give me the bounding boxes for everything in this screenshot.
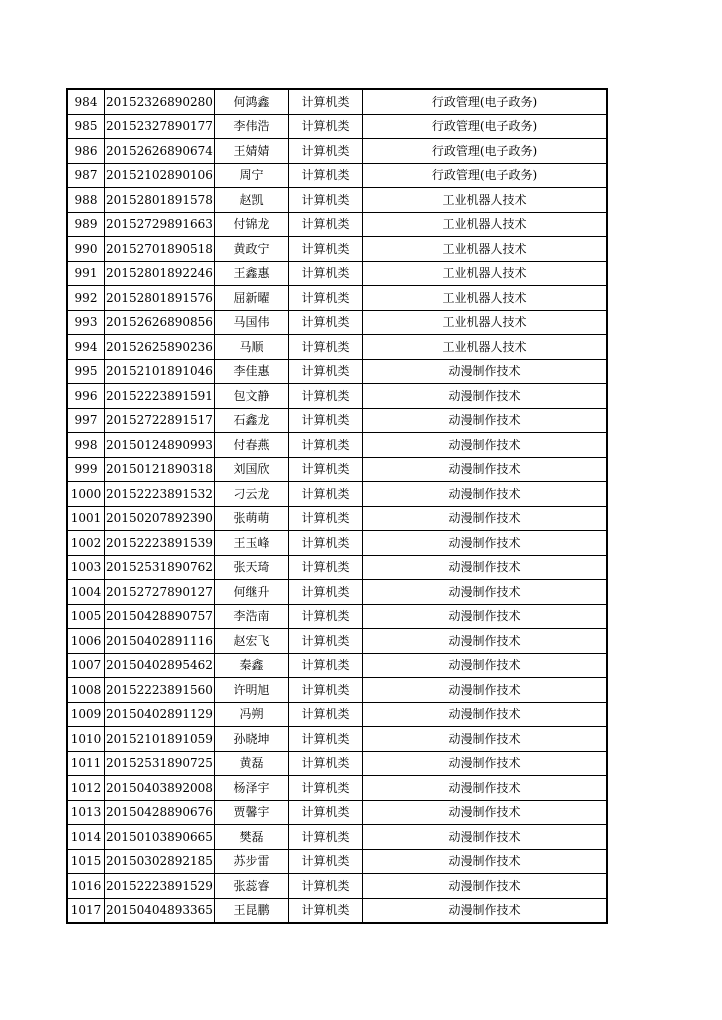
- student-name-cell: 孙晓坤: [215, 727, 289, 752]
- row-number-cell: 1015: [67, 849, 105, 874]
- major-cell: 行政管理(电子政务): [363, 139, 608, 164]
- student-id-cell: 20150121890318: [105, 457, 215, 482]
- student-name-cell: 马国伟: [215, 310, 289, 335]
- row-number-cell: 1006: [67, 629, 105, 654]
- major-cell: 动漫制作技术: [363, 849, 608, 874]
- student-name-cell: 石鑫龙: [215, 408, 289, 433]
- student-name-cell: 贾馨宇: [215, 800, 289, 825]
- student-name-cell: 王婧婧: [215, 139, 289, 164]
- category-cell: 计算机类: [289, 531, 363, 556]
- category-cell: 计算机类: [289, 114, 363, 139]
- student-id-cell: 20152701890518: [105, 237, 215, 262]
- table-row: [67, 776, 607, 801]
- student-id-cell: 20152101891059: [105, 727, 215, 752]
- category-cell: 计算机类: [289, 310, 363, 335]
- major-cell: 动漫制作技术: [363, 384, 608, 409]
- student-id-cell: 20152101891046: [105, 359, 215, 384]
- major-cell: 动漫制作技术: [363, 727, 608, 752]
- row-number-cell: 991: [67, 261, 105, 286]
- row-number-cell: 1013: [67, 800, 105, 825]
- student-id-cell: 20152223891529: [105, 874, 215, 899]
- row-number-cell: 989: [67, 212, 105, 237]
- table-row: [67, 433, 607, 458]
- category-cell: 计算机类: [289, 653, 363, 678]
- student-name-cell: 王鑫惠: [215, 261, 289, 286]
- major-cell: 动漫制作技术: [363, 874, 608, 899]
- row-number-cell: 1012: [67, 776, 105, 801]
- table-row: [67, 727, 607, 752]
- major-cell: 行政管理(电子政务): [363, 89, 608, 114]
- major-cell: 动漫制作技术: [363, 776, 608, 801]
- table-row: [67, 237, 607, 262]
- student-name-cell: 张蕊睿: [215, 874, 289, 899]
- student-name-cell: 秦鑫: [215, 653, 289, 678]
- major-cell: 工业机器人技术: [363, 335, 608, 360]
- category-cell: 计算机类: [289, 359, 363, 384]
- student-id-cell: 20152531890725: [105, 751, 215, 776]
- row-number-cell: 990: [67, 237, 105, 262]
- category-cell: 计算机类: [289, 849, 363, 874]
- student-id-cell: 20152626890856: [105, 310, 215, 335]
- student-id-cell: 20150103890665: [105, 825, 215, 850]
- major-cell: 动漫制作技术: [363, 898, 608, 923]
- row-number-cell: 993: [67, 310, 105, 335]
- table-row: [67, 482, 607, 507]
- table-row: [67, 898, 607, 923]
- student-name-cell: 张萌萌: [215, 506, 289, 531]
- row-number-cell: 986: [67, 139, 105, 164]
- student-id-cell: 20150404893365: [105, 898, 215, 923]
- table-row: [67, 678, 607, 703]
- student-name-cell: 苏步雷: [215, 849, 289, 874]
- table-row: [67, 188, 607, 213]
- student-name-cell: 许明旭: [215, 678, 289, 703]
- student-name-cell: 冯朔: [215, 702, 289, 727]
- table-row: [67, 310, 607, 335]
- major-cell: 动漫制作技术: [363, 653, 608, 678]
- category-cell: 计算机类: [289, 629, 363, 654]
- category-cell: 计算机类: [289, 604, 363, 629]
- student-id-cell: 20152326890280: [105, 89, 215, 114]
- row-number-cell: 1002: [67, 531, 105, 556]
- student-id-cell: 20152722891517: [105, 408, 215, 433]
- row-number-cell: 984: [67, 89, 105, 114]
- student-name-cell: 刘国欣: [215, 457, 289, 482]
- student-name-cell: 黄政宁: [215, 237, 289, 262]
- category-cell: 计算机类: [289, 286, 363, 311]
- student-id-cell: 20152223891539: [105, 531, 215, 556]
- row-number-cell: 1017: [67, 898, 105, 923]
- student-id-cell: 20152223891591: [105, 384, 215, 409]
- table-row: [67, 825, 607, 850]
- student-name-cell: 黄磊: [215, 751, 289, 776]
- student-id-cell: 20150428890757: [105, 604, 215, 629]
- table-row: [67, 359, 607, 384]
- table-row: [67, 874, 607, 899]
- row-number-cell: 994: [67, 335, 105, 360]
- student-id-cell: 20150402891116: [105, 629, 215, 654]
- student-name-cell: 赵宏飞: [215, 629, 289, 654]
- row-number-cell: 999: [67, 457, 105, 482]
- student-id-cell: 20152327890177: [105, 114, 215, 139]
- category-cell: 计算机类: [289, 555, 363, 580]
- row-number-cell: 1011: [67, 751, 105, 776]
- row-number-cell: 995: [67, 359, 105, 384]
- table-row: [67, 531, 607, 556]
- student-id-cell: 20150428890676: [105, 800, 215, 825]
- table-row: [67, 163, 607, 188]
- student-id-cell: 20150207892390: [105, 506, 215, 531]
- table-row: [67, 580, 607, 605]
- student-name-cell: 付春燕: [215, 433, 289, 458]
- roster-table-body: [67, 89, 607, 923]
- category-cell: 计算机类: [289, 335, 363, 360]
- major-cell: 动漫制作技术: [363, 359, 608, 384]
- table-row: [67, 114, 607, 139]
- major-cell: 动漫制作技术: [363, 433, 608, 458]
- category-cell: 计算机类: [289, 825, 363, 850]
- table-row: [67, 286, 607, 311]
- student-id-cell: 20152626890674: [105, 139, 215, 164]
- roster-table: [66, 88, 608, 924]
- category-cell: 计算机类: [289, 188, 363, 213]
- student-id-cell: 20152625890236: [105, 335, 215, 360]
- table-row: [67, 800, 607, 825]
- major-cell: 行政管理(电子政务): [363, 163, 608, 188]
- major-cell: 工业机器人技术: [363, 261, 608, 286]
- category-cell: 计算机类: [289, 237, 363, 262]
- major-cell: 动漫制作技术: [363, 506, 608, 531]
- category-cell: 计算机类: [289, 433, 363, 458]
- row-number-cell: 1001: [67, 506, 105, 531]
- category-cell: 计算机类: [289, 776, 363, 801]
- category-cell: 计算机类: [289, 678, 363, 703]
- major-cell: 动漫制作技术: [363, 531, 608, 556]
- category-cell: 计算机类: [289, 506, 363, 531]
- student-name-cell: 周宁: [215, 163, 289, 188]
- major-cell: 工业机器人技术: [363, 310, 608, 335]
- row-number-cell: 1000: [67, 482, 105, 507]
- table-row: [67, 555, 607, 580]
- category-cell: 计算机类: [289, 727, 363, 752]
- student-name-cell: 刁云龙: [215, 482, 289, 507]
- major-cell: 工业机器人技术: [363, 286, 608, 311]
- row-number-cell: 1016: [67, 874, 105, 899]
- row-number-cell: 988: [67, 188, 105, 213]
- student-id-cell: 20152801891576: [105, 286, 215, 311]
- major-cell: 动漫制作技术: [363, 457, 608, 482]
- major-cell: 动漫制作技术: [363, 751, 608, 776]
- major-cell: 动漫制作技术: [363, 678, 608, 703]
- category-cell: 计算机类: [289, 89, 363, 114]
- category-cell: 计算机类: [289, 898, 363, 923]
- student-name-cell: 李佳惠: [215, 359, 289, 384]
- student-name-cell: 马顺: [215, 335, 289, 360]
- category-cell: 计算机类: [289, 139, 363, 164]
- row-number-cell: 1003: [67, 555, 105, 580]
- student-id-cell: 20152729891663: [105, 212, 215, 237]
- row-number-cell: 1007: [67, 653, 105, 678]
- category-cell: 计算机类: [289, 702, 363, 727]
- student-name-cell: 张天琦: [215, 555, 289, 580]
- student-id-cell: 20152223891532: [105, 482, 215, 507]
- student-name-cell: 付锦龙: [215, 212, 289, 237]
- table-row: [67, 604, 607, 629]
- student-id-cell: 20150302892185: [105, 849, 215, 874]
- row-number-cell: 987: [67, 163, 105, 188]
- table-row: [67, 457, 607, 482]
- table-row: [67, 653, 607, 678]
- major-cell: 动漫制作技术: [363, 580, 608, 605]
- table-row: [67, 702, 607, 727]
- category-cell: 计算机类: [289, 874, 363, 899]
- row-number-cell: 1010: [67, 727, 105, 752]
- student-name-cell: 包文静: [215, 384, 289, 409]
- major-cell: 动漫制作技术: [363, 604, 608, 629]
- student-id-cell: 20150402891129: [105, 702, 215, 727]
- category-cell: 计算机类: [289, 384, 363, 409]
- major-cell: 动漫制作技术: [363, 825, 608, 850]
- row-number-cell: 1009: [67, 702, 105, 727]
- student-id-cell: 20152801891578: [105, 188, 215, 213]
- student-id-cell: 20150124890993: [105, 433, 215, 458]
- category-cell: 计算机类: [289, 800, 363, 825]
- student-id-cell: 20150403892008: [105, 776, 215, 801]
- category-cell: 计算机类: [289, 457, 363, 482]
- student-id-cell: 20152727890127: [105, 580, 215, 605]
- major-cell: 动漫制作技术: [363, 482, 608, 507]
- student-name-cell: 樊磊: [215, 825, 289, 850]
- table-row: [67, 506, 607, 531]
- student-name-cell: 王昆鹏: [215, 898, 289, 923]
- row-number-cell: 997: [67, 408, 105, 433]
- major-cell: 动漫制作技术: [363, 555, 608, 580]
- row-number-cell: 1005: [67, 604, 105, 629]
- table-row: [67, 335, 607, 360]
- student-name-cell: 屈新曜: [215, 286, 289, 311]
- row-number-cell: 1014: [67, 825, 105, 850]
- category-cell: 计算机类: [289, 212, 363, 237]
- row-number-cell: 1004: [67, 580, 105, 605]
- student-id-cell: 20152531890762: [105, 555, 215, 580]
- student-name-cell: 王玉峰: [215, 531, 289, 556]
- row-number-cell: 996: [67, 384, 105, 409]
- row-number-cell: 1008: [67, 678, 105, 703]
- table-row: [67, 384, 607, 409]
- student-name-cell: 杨泽宇: [215, 776, 289, 801]
- table-row: [67, 849, 607, 874]
- category-cell: 计算机类: [289, 751, 363, 776]
- major-cell: 工业机器人技术: [363, 237, 608, 262]
- category-cell: 计算机类: [289, 163, 363, 188]
- row-number-cell: 985: [67, 114, 105, 139]
- table-row: [67, 751, 607, 776]
- row-number-cell: 992: [67, 286, 105, 311]
- student-id-cell: 20152102890106: [105, 163, 215, 188]
- student-name-cell: 李伟浩: [215, 114, 289, 139]
- major-cell: 动漫制作技术: [363, 702, 608, 727]
- student-id-cell: 20152801892246: [105, 261, 215, 286]
- category-cell: 计算机类: [289, 482, 363, 507]
- table-row: [67, 408, 607, 433]
- major-cell: 工业机器人技术: [363, 188, 608, 213]
- major-cell: 行政管理(电子政务): [363, 114, 608, 139]
- category-cell: 计算机类: [289, 408, 363, 433]
- student-id-cell: 20152223891560: [105, 678, 215, 703]
- category-cell: 计算机类: [289, 580, 363, 605]
- student-name-cell: 何继升: [215, 580, 289, 605]
- table-row: [67, 139, 607, 164]
- row-number-cell: 998: [67, 433, 105, 458]
- student-name-cell: 赵凯: [215, 188, 289, 213]
- category-cell: 计算机类: [289, 261, 363, 286]
- major-cell: 动漫制作技术: [363, 408, 608, 433]
- major-cell: 动漫制作技术: [363, 629, 608, 654]
- table-row: [67, 629, 607, 654]
- student-id-cell: 20150402895462: [105, 653, 215, 678]
- table-row: [67, 261, 607, 286]
- student-name-cell: 李浩南: [215, 604, 289, 629]
- table-row: [67, 89, 607, 114]
- major-cell: 工业机器人技术: [363, 212, 608, 237]
- table-row: [67, 212, 607, 237]
- major-cell: 动漫制作技术: [363, 800, 608, 825]
- student-name-cell: 何鸿鑫: [215, 89, 289, 114]
